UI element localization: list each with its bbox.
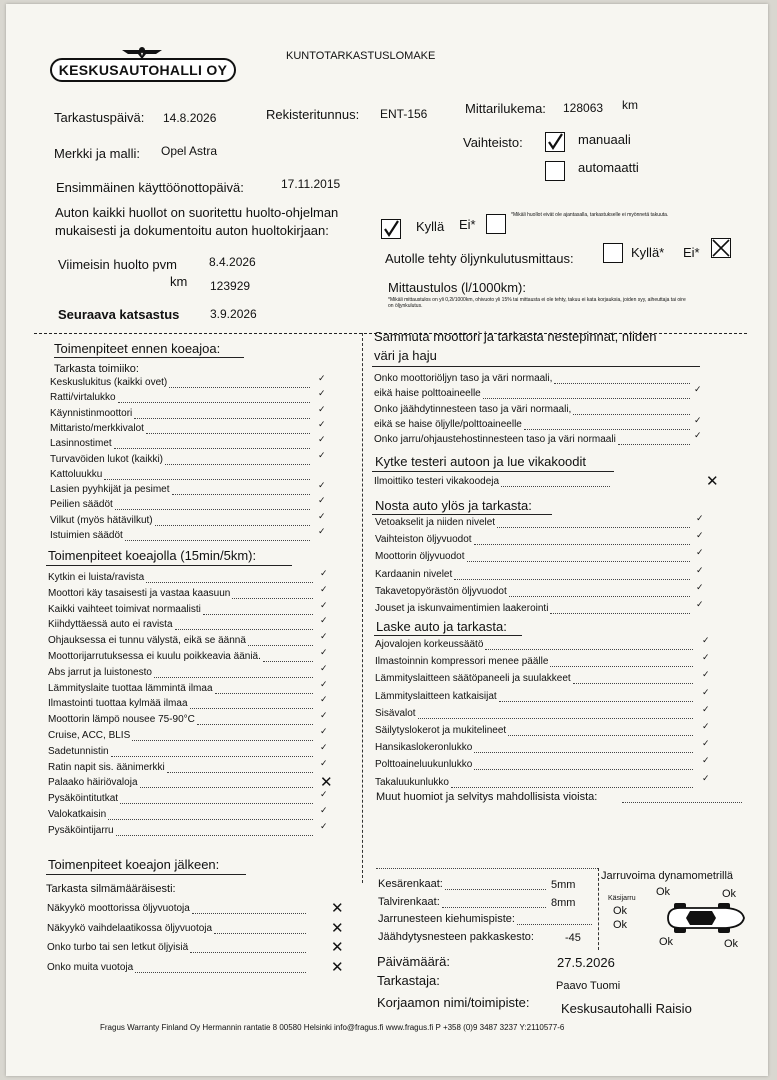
checklist-item: Palaako häiriövaloja [48,777,138,789]
checklist-item: Onko jarru/ohjaustehostinnesteen taso ja väri normaali [374,434,616,446]
fill-line [485,649,693,650]
checklist-item: Pysäköintitutkat [48,793,119,805]
title-underline [54,357,244,358]
check-mark-icon: ✓ [702,738,710,749]
odometer-label: Mittarilukema: [465,101,546,116]
reg-label: Rekisteritunnus: [266,107,360,122]
title-underline [372,514,552,515]
check-mark-icon: ✓ [320,820,328,831]
title-underline [372,471,614,472]
check-mark-icon: ✓ [320,757,328,768]
fill-line [190,952,306,953]
post-drive-subtitle: Tarkasta silmämääräisesti: [46,883,176,895]
service-question-line1: Auton kaikki huollot on suoritettu huolto-ohjelman [55,205,339,220]
fill-line [554,383,690,384]
tester-title: Kytke testeri autoon ja lue vikakoodit [375,454,587,469]
fill-line [573,414,690,415]
title-underline [46,874,246,875]
fill-line [197,724,313,725]
cross-mark-icon: ✕ [331,919,344,937]
check-mark-icon: ✓ [696,547,704,558]
fill-line [108,819,313,820]
checklist-item: Vaihteiston öljyvuodot [375,534,472,546]
dyno-ok-fl: Ok [656,886,671,898]
checklist-item: Kytkin ei luista/ravista [48,572,145,583]
car-top-view-icon [664,900,746,936]
notes-line [376,868,598,869]
service-yes-label: Kyllä [416,219,445,234]
fill-line [154,677,313,678]
checklist-item: Lämmityslaitteen katkaisijat [375,690,497,702]
oil-test-yes-checkbox[interactable] [603,243,623,263]
gearbox-auto-label: automaatti [578,160,639,175]
check-mark-icon [382,220,400,238]
measurement-label: Jäähdytysnesteen pakkaskesto: [378,930,534,943]
check-mark-icon: ✓ [702,686,710,697]
checklist-item: Jouset ja iskunvaimentimien laakerointi [375,603,549,614]
checklist-item: Ratin napit sis. äänimerkki [48,761,165,773]
checklist-item: Turvavöiden lukot (kaikki) [50,453,164,465]
checklist-item: Abs jarrut ja luistonesto [48,666,152,678]
fill-line [116,835,313,836]
gearbox-auto-checkbox[interactable] [545,161,565,181]
check-mark-icon: ✓ [702,652,710,663]
checklist-item: Polttoaineluukunlukko [375,759,473,771]
checklist-item: Hansikaslokeronlukko [375,742,473,754]
checklist-item: Moottorin öljyvuodot [375,551,465,563]
oil-result-label: Mittaustulos (l/1000km): [388,280,526,295]
check-mark-icon: ✓ [320,805,328,815]
check-mark-icon: ✓ [318,480,326,491]
dyno-title: Jarruvoima dynamometrillä [601,870,734,882]
check-mark-icon: ✓ [702,703,710,714]
checklist-item: Mittaristo/merkkivalot [50,422,144,434]
oil-result-note: *Mikäli mittaustulos on yli 0,2l/1000km, ohivuoto yli 15% tai mittausta ei ole tehty, takuu ei kata korjauksia, joiden syy, aiheuttaja tai oire on öljynkulutus. [388,297,686,309]
make-value: Opel Astra [161,144,218,158]
dyno-ok-hb1: Ok [613,905,628,917]
company-logo [50,44,236,84]
shop-label: Korjaamon nimi/toimipiste: [377,995,530,1010]
oil-test-label: Autolle tehty öljynkulutusmittaus: [385,251,574,266]
date-value: 27.5.2026 [557,955,615,970]
fill-line [215,693,313,694]
measurement-value: 5mm [551,879,576,891]
service-note: *Mikäli huollot eivät ole ajantasalla, tarkastukselle ei myönnetä takuuta. [511,212,669,218]
fill-line [497,527,690,528]
service-yes-checkbox[interactable] [381,219,401,239]
fill-line [550,613,690,614]
checklist-item: Ilmastoinnin kompressori menee päälle [375,656,549,668]
check-mark-icon: ✓ [320,583,328,594]
fill-line [192,913,306,914]
service-question-line2: mukaisesti ja dokumentoitu auton huoltokirjaan: [55,223,329,238]
check-mark-icon: ✓ [320,568,328,578]
check-mark-icon: ✓ [320,647,328,657]
check-mark-icon: ✓ [320,789,328,800]
check-mark-icon: ✓ [702,755,710,766]
checklist-item: eikä haise polttoaineelle [374,388,481,400]
service-no-label: Ei* [459,217,476,232]
checklist-item: Peilien säädöt [50,499,113,511]
checklist-item: Kattoluukku [50,468,103,480]
check-mark-icon: ✓ [320,726,328,736]
check-mark-icon: ✓ [320,694,328,705]
fill-line [618,444,690,445]
fill-line [155,525,310,526]
check-mark-icon: ✓ [320,631,328,642]
last-service-label: Viimeisin huolto pvm [58,257,177,272]
checklist-item: Kardaanin nivelet [375,568,453,580]
fill-line [214,933,306,934]
checklist-item: Takavetopyörästön öljyvuodot [375,585,507,597]
checklist-item: Moottorin lämpö nousee 75-90°C [48,714,195,726]
column-divider [362,333,363,883]
checklist-item: Onko muita vuotoja [47,961,134,973]
next-inspection-label: Seuraava katsastus [58,307,180,322]
check-mark-icon: ✓ [694,414,702,425]
inspector-label: Tarkastaja: [377,973,440,988]
fill-line [483,398,690,399]
checklist-item: Ilmoittiko testeri vikakoodeja [374,476,500,487]
title-underline [374,635,522,636]
test-drive-title: Toimenpiteet koeajolla (15min/5km): [48,548,257,563]
footer-contact: Fragus Warranty Finland Oy Hermannin rantatie 8 00580 Helsinki info@fragus.fi www.fragus.fi P +358 (0)9 3487 3237 Y:2110577-6 [100,1023,565,1032]
checklist-item: Takaluukunlukko [375,776,449,788]
logo-text: KESKUSAUTOHALLI OY [58,62,228,78]
form-title: KUNTOTARKASTUSLOMAKE [286,50,436,62]
fluids-title: Sammuta moottori ja tarkasta nestepinnat, niiden [374,329,657,344]
first-use-label: Ensimmäinen käyttöönottopäivä: [56,180,244,195]
fill-line [509,596,690,597]
fill-line [140,787,313,788]
checklist-item: Istuimien säädöt [50,530,123,541]
check-mark-icon [546,133,564,151]
checklist-item: Vilkut (myös hätävilkut) [50,514,153,526]
measurement-value: -45 [565,931,581,944]
notes-label: Muut huomiot ja selvitys mahdollisista vioista: [376,791,598,803]
check-mark-icon: ✓ [318,403,326,414]
fill-line [167,772,313,773]
title-underline [46,565,292,566]
check-mark-icon: ✓ [320,710,328,721]
oil-test-no-label: Ei* [683,245,700,260]
measurement-label: Kesärenkaat: [378,878,443,890]
make-label: Merkki ja malli: [54,146,140,161]
checklist-item: Moottorijarrutuksessa ei kuulu poikkeavia ääniä. [48,651,261,662]
checklist-item: Ratti/virtalukko [50,392,116,404]
oil-test-no-checkbox[interactable] [711,238,731,258]
cross-mark-icon: ✕ [331,958,344,976]
cross-mark-icon [712,239,730,257]
fill-line [232,598,313,599]
odometer-unit: km [622,98,638,112]
dyno-ok-rl: Ok [659,936,674,948]
fill-line [146,433,310,434]
fill-line [169,387,310,388]
checklist-item: Valokatkaisin [48,809,107,820]
fluids-title-line2: väri ja haju [374,348,437,363]
measurement-label: Jarrunesteen kiehumispiste: [378,913,515,925]
check-mark-icon: ✓ [320,615,328,626]
fill-line [104,479,310,480]
fill-line [115,509,310,510]
fill-line [175,629,313,630]
fill-line [442,907,546,908]
fill-line [517,924,592,925]
checklist-item: Ilmastointi tuottaa kylmää ilmaa [48,698,188,710]
check-mark-icon: ✓ [320,678,328,689]
check-mark-icon: ✓ [694,384,702,395]
post-drive-title: Toimenpiteet koeajon jälkeen: [48,857,220,872]
checklist-item: Moottori käy tasaisesti ja vastaa kaasuun [48,587,231,599]
checklist-item: Näkyykö moottorissa öljyvuotoja [47,903,190,914]
fill-line [508,735,693,736]
checklist-item: eikä se haise öljylle/polttoaineelle [374,418,522,430]
checklist-item: Kaikki vaihteet toimivat normaalisti [48,603,201,615]
check-mark-icon: ✓ [320,599,328,610]
last-service-date: 8.4.2026 [209,255,256,269]
fill-line [114,448,310,449]
checklist-item: Ohjauksessa ei tunnu välystä, eikä se äännä [48,635,246,647]
fill-line [454,579,690,580]
notes-line [622,802,742,803]
fill-line [451,787,693,788]
checklist-item: Näkyykö vaihdelaatikossa öljyvuotoja [47,922,213,934]
oil-test-yes-label: Kyllä* [631,245,665,260]
fill-line [499,701,693,702]
lower-title: Laske auto ja tarkasta: [376,619,507,634]
fill-line [132,740,313,741]
fill-line [135,972,306,973]
shop-value: Keskusautohalli Raisio [561,1001,692,1016]
check-mark-icon: ✓ [318,418,326,429]
fill-line [120,803,313,804]
check-mark-icon: ✓ [318,449,326,460]
fill-line [263,661,313,662]
fill-line [445,889,546,890]
dyno-ok-hb2: Ok [613,919,628,931]
checklist-item: Kiihdyttäessä auto ei ravista [48,619,173,631]
fill-line [573,683,693,684]
dyno-ok-fr: Ok [722,888,737,900]
checklist-item: Vetoakselit ja niiden nivelet [375,517,496,528]
check-mark-icon: ✓ [702,721,710,731]
checklist-item: Säilytyslokerot ja mukitelineet [375,725,507,736]
title-underline [372,366,700,367]
fill-line [165,464,310,465]
gearbox-label: Vaihteisto: [463,135,523,150]
check-mark-icon: ✓ [318,495,326,506]
check-mark-icon: ✓ [318,510,326,521]
fill-line [146,582,313,583]
service-no-checkbox[interactable] [486,214,506,234]
check-mark-icon: ✓ [320,662,328,673]
fill-line [125,540,310,541]
reg-value: ENT-156 [380,107,428,121]
cross-mark-icon: ✕ [331,939,344,956]
checklist-item: Onko jäähdytinnesteen taso ja väri normaali, [374,403,572,415]
fill-line [118,402,310,403]
date-label: Päivämäärä: [377,954,450,969]
checklist-item: Sadetunnistin [48,745,109,757]
pre-drive-title: Toimenpiteet ennen koeajoa: [54,341,221,356]
dyno-handbrake-label: Käsijarru [608,895,636,902]
checklist-item: Pysäköintijarru [48,824,114,836]
check-mark-icon: ✓ [696,564,704,575]
fill-line [203,614,313,615]
check-mark-icon: ✓ [318,526,326,536]
check-mark-icon: ✓ [696,581,704,592]
check-mark-icon: ✓ [696,513,704,523]
gearbox-manual-checkbox[interactable] [545,132,565,152]
checklist-item: Keskuslukitus (kaikki ovet) [50,377,168,388]
dyno-ok-rr: Ok [724,938,739,950]
checklist-item: Onko turbo tai sen letkut öljyisiä [47,942,189,953]
fill-line [474,769,693,770]
last-service-km-label: km [170,274,188,289]
checklist-item: Lämmityslaite tuottaa lämmintä ilmaa [48,682,213,694]
odometer-value: 128063 [563,101,604,115]
cross-mark-icon: ✕ [706,473,719,490]
check-mark-icon: ✓ [694,430,702,441]
fill-line [248,645,313,646]
checklist-item: Cruise, ACC, BLIS [48,730,131,741]
cross-mark-icon: ✕ [331,900,344,917]
first-use-value: 17.11.2015 [281,177,341,191]
checklist-item: Onko moottoriöljyn taso ja väri normaali, [374,373,553,384]
fill-line [474,752,693,753]
fill-line [550,666,693,667]
fill-line [418,718,693,719]
check-mark-icon: ✓ [318,373,326,383]
fill-line [524,429,690,430]
check-mark-icon: ✓ [320,741,328,752]
checklist-item: Ajovalojen korkeussäätö [375,639,484,650]
fill-line [474,544,690,545]
gearbox-manual-label: manuaali [578,132,631,147]
measurement-value: 8mm [551,896,576,909]
fill-line [501,486,610,487]
check-mark-icon: ✓ [696,530,704,541]
inspector-name: Paavo Tuomi [556,980,621,992]
fill-line [190,708,313,709]
checklist-item: Lasinnostimet [50,438,112,450]
fill-line [111,756,313,757]
fill-line [172,494,310,495]
next-inspection-date: 3.9.2026 [210,307,257,321]
inspection-date-value: 14.8.2026 [163,111,217,125]
cross-mark-icon: ✕ [320,774,333,792]
check-mark-icon: ✓ [696,599,704,609]
inspection-date-label: Tarkastuspäivä: [54,110,145,125]
check-mark-icon: ✓ [702,669,710,680]
last-service-km-value: 123929 [210,279,251,293]
check-mark-icon: ✓ [318,434,326,445]
check-mark-icon: ✓ [318,388,326,399]
checklist-item: Käynnistinmoottori [50,407,133,419]
fill-line [467,561,691,562]
checklist-item: Lasien pyyhkijät ja pesimet [50,484,170,496]
fill-line [134,418,310,419]
checklist-item: Lämmityslaitteen säätöpaneeli ja suulakkeet [375,673,571,685]
measurement-label: Talvirenkaat: [378,895,440,908]
lift-title: Nosta auto ylös ja tarkasta: [375,498,532,513]
check-mark-icon: ✓ [702,772,710,783]
pre-drive-subtitle: Tarkasta toimiiko: [54,363,139,375]
checklist-item: Sisävalot [375,707,416,719]
check-mark-icon: ✓ [702,635,710,645]
